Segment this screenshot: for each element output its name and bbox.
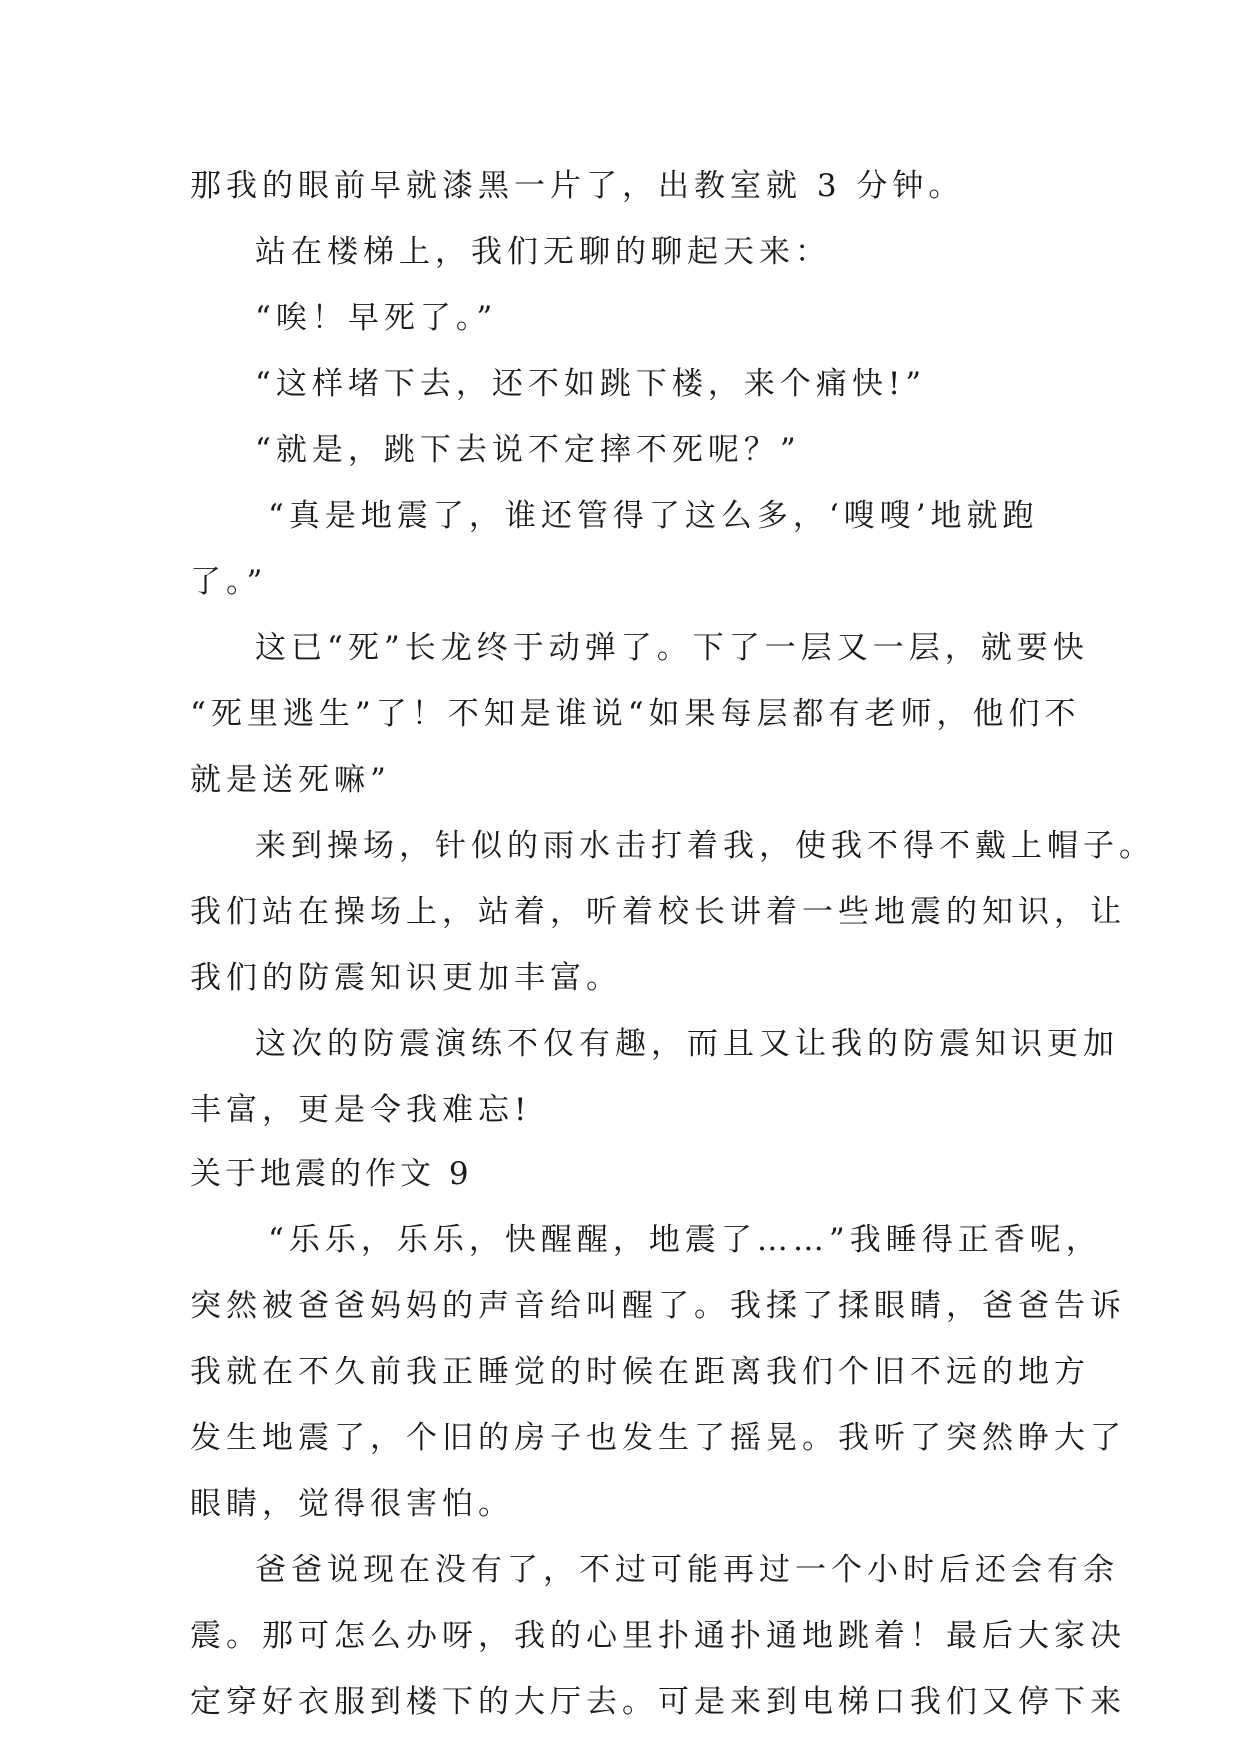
text-line: 这次的防震演练不仅有趣，而且又让我的防震知识更加 bbox=[255, 1026, 1119, 1062]
text-line: 那我的眼前早就漆黑一片了，出教室就 3 分钟。 bbox=[190, 168, 965, 204]
text-line: 眼睛，觉得很害怕。 bbox=[190, 1486, 514, 1522]
text-line: “真是地震了，谁还管得了这么多，‘嗖嗖’地就跑 bbox=[268, 498, 1039, 534]
section-heading: 关于地震的作文 9 bbox=[190, 1156, 473, 1192]
text-line: 丰富，更是令我难忘! bbox=[190, 1092, 532, 1128]
text-line: 就是送死嘛” bbox=[190, 762, 391, 798]
text-line: 了。” bbox=[190, 564, 268, 600]
text-line: 这已“死”长龙终于动弹了。下了一层又一层，就要快 bbox=[255, 630, 1089, 666]
text-line: 我就在不久前我正睡觉的时候在距离我们个旧不远的地方 bbox=[190, 1354, 1090, 1390]
text-line: 突然被爸爸妈妈的声音给叫醒了。我揉了揉眼睛，爸爸告诉 bbox=[190, 1288, 1126, 1324]
text-line: 我们的防震知识更加丰富。 bbox=[190, 960, 622, 996]
text-line: “就是，跳下去说不定摔不死呢？” bbox=[255, 432, 801, 468]
text-line: 站在楼梯上，我们无聊的聊起天来： bbox=[255, 234, 831, 270]
text-line: 震。那可怎么办呀，我的心里扑通扑通地跳着！最后大家决 bbox=[190, 1618, 1126, 1654]
text-line: 定穿好衣服到楼下的大厅去。可是来到电梯口我们又停下来 bbox=[190, 1684, 1126, 1720]
text-line: “这样堵下去，还不如跳下楼，来个痛快!” bbox=[255, 366, 927, 402]
text-line: 发生地震了，个旧的房子也发生了摇晃。我听了突然睁大了 bbox=[190, 1420, 1126, 1456]
text-line: 我们站在操场上，站着，听着校长讲着一些地震的知识，让 bbox=[190, 894, 1126, 930]
text-line: 来到操场，针似的雨水击打着我，使我不得不戴上帽子。 bbox=[255, 828, 1155, 864]
text-line: 爸爸说现在没有了，不过可能再过一个小时后还会有余 bbox=[255, 1552, 1119, 1588]
text-line: “乐乐，乐乐，快醒醒，地震了……”我睡得正香呢， bbox=[268, 1222, 1102, 1258]
text-line: “唉！早死了。” bbox=[255, 300, 498, 336]
text-line: “死里逃生”了！不知是谁说“如果每层都有老师，他们不 bbox=[190, 696, 1081, 732]
